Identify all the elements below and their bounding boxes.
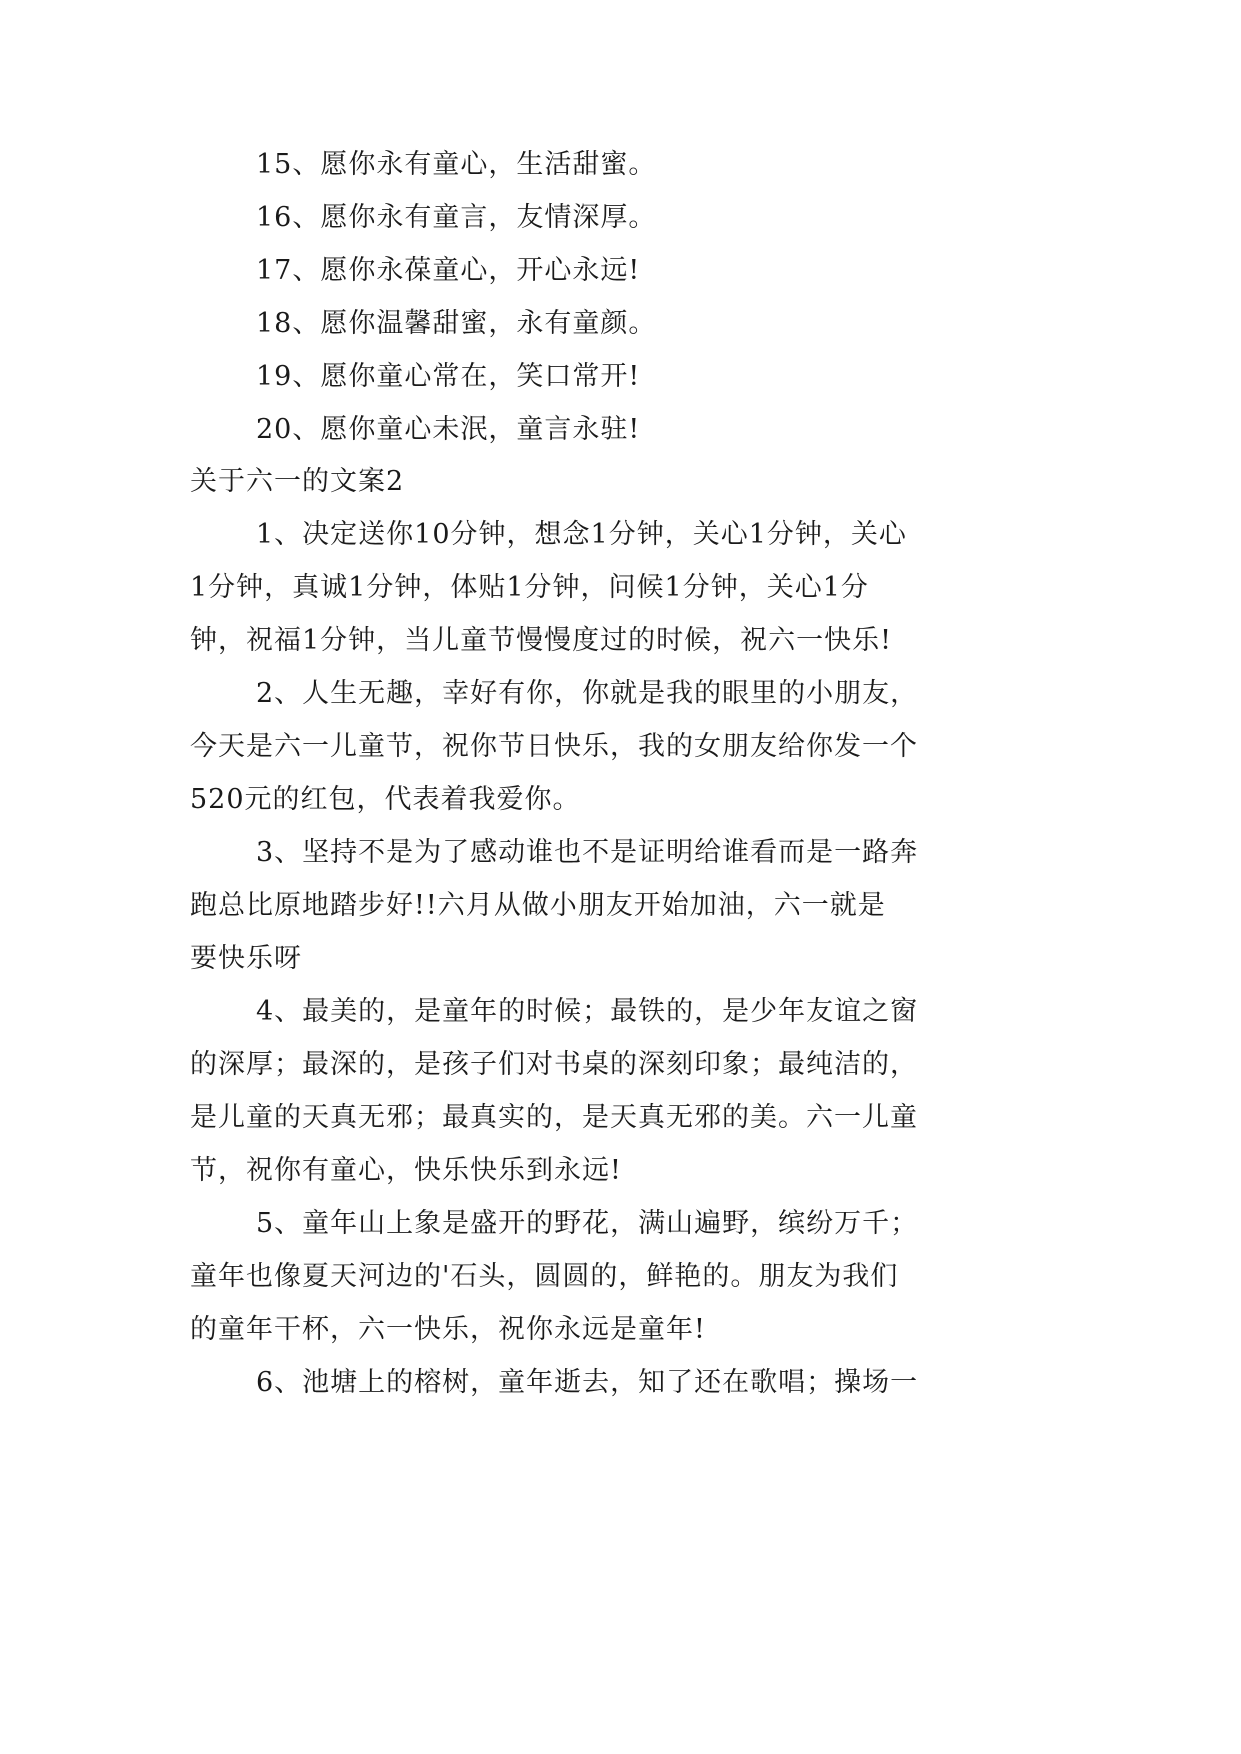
list-item: 18、愿你温馨甜蜜，永有童颜。 xyxy=(256,308,657,339)
paragraph-line: 5、童年山上象是盛开的野花，满山遍野，缤纷万千； xyxy=(256,1208,919,1239)
paragraph-line: 3、坚持不是为了感动谁也不是证明给谁看而是一路奔 xyxy=(256,837,919,868)
paragraph-line: 是儿童的天真无邪；最真实的，是天真无邪的美。六一儿童 xyxy=(190,1102,918,1133)
paragraph-line: 6、池塘上的榕树，童年逝去，知了还在歌唱；操场一 xyxy=(256,1367,919,1398)
paragraph-line: 的深厚；最深的，是孩子们对书桌的深刻印象；最纯洁的， xyxy=(190,1049,918,1080)
paragraph-line: 4、最美的，是童年的时候；最铁的，是少年友谊之窗 xyxy=(256,996,919,1027)
list-item: 20、愿你童心未泯，童言永驻! xyxy=(256,414,641,445)
paragraph-line: 1分钟，真诚1分钟，体贴1分钟，问候1分钟，关心1分 xyxy=(190,572,869,603)
paragraph-line: 节，祝你有童心，快乐快乐到永远! xyxy=(190,1155,622,1186)
paragraph-line: 童年也像夏天河边的'石头，圆圆的，鲜艳的。朋友为我们 xyxy=(190,1261,899,1292)
paragraph-line: 520元的红包，代表着我爱你。 xyxy=(190,784,581,815)
paragraph-line: 要快乐呀 xyxy=(190,943,302,974)
section-title: 关于六一的文案2 xyxy=(190,466,405,497)
paragraph-line: 跑总比原地踏步好!!六月从做小朋友开始加油，六一就是 xyxy=(190,890,886,921)
paragraph-line: 的童年干杯，六一快乐，祝你永远是童年! xyxy=(190,1314,706,1345)
list-item: 16、愿你永有童言，友情深厚。 xyxy=(256,202,657,233)
list-item: 17、愿你永葆童心，开心永远! xyxy=(256,255,641,286)
list-item: 19、愿你童心常在，笑口常开! xyxy=(256,361,641,392)
list-item: 15、愿你永有童心，生活甜蜜。 xyxy=(256,149,657,180)
paragraph-line: 钟，祝福1分钟，当儿童节慢慢度过的时候，祝六一快乐! xyxy=(190,625,893,656)
paragraph-line: 今天是六一儿童节，祝你节日快乐，我的女朋友给你发一个 xyxy=(190,731,918,762)
paragraph-line: 2、人生无趣，幸好有你，你就是我的眼里的小朋友， xyxy=(256,678,919,709)
paragraph-line: 1、决定送你10分钟，想念1分钟，关心1分钟，关心 xyxy=(256,519,907,550)
